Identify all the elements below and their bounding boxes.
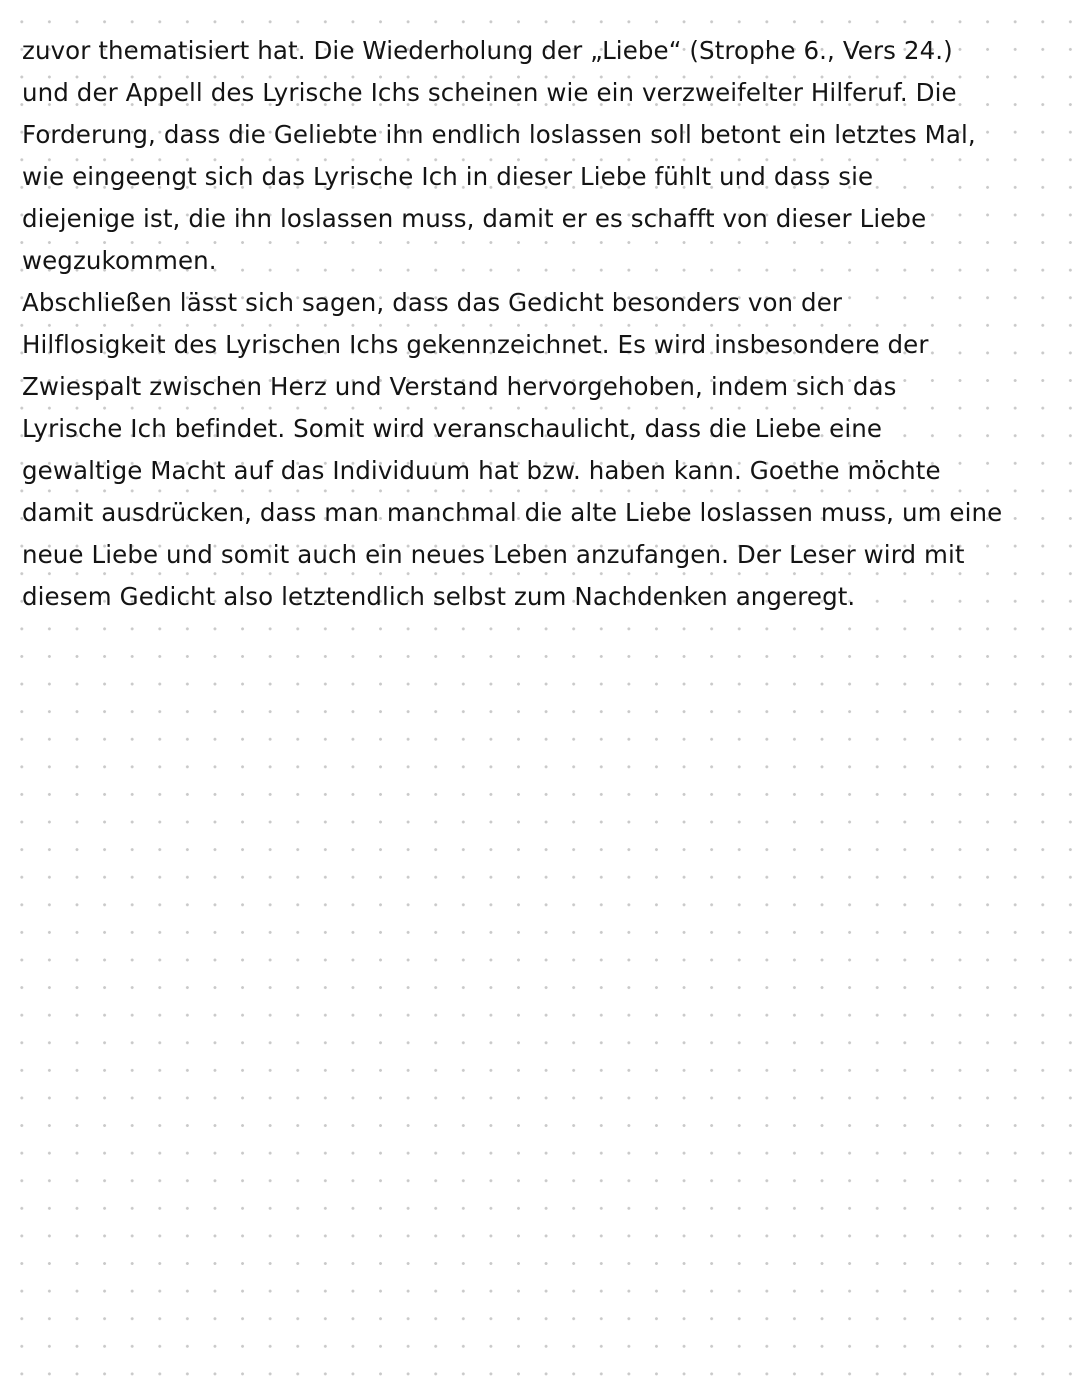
text-line: Zwiespalt zwischen Herz und Verstand hervorgehoben, indem sich das — [22, 372, 897, 401]
handwritten-text — [22, 30, 1067, 618]
text-line: Hilflosigkeit des Lyrischen Ichs gekennzeichnet. Es wird insbesondere der — [22, 330, 929, 359]
text-line: damit ausdrücken, dass man manchmal die alte Liebe loslassen muss, um eine — [22, 498, 1003, 527]
text-line: diejenige ist, die ihn loslassen muss, damit er es schafft von dieser Liebe — [22, 204, 927, 233]
text-line: neue Liebe und somit auch ein neues Leben anzufangen. Der Leser wird mit — [22, 540, 965, 569]
paragraph-1 — [22, 30, 1067, 282]
text-line: und der Appell des Lyrische Ichs scheinen wie ein verzweifelter Hilferuf. Die — [22, 78, 957, 107]
text-line: Lyrische Ich befindet. Somit wird veranschaulicht, dass die Liebe eine — [22, 414, 883, 443]
text-line: Forderung, dass die Geliebte ihn endlich loslassen soll betont ein letztes Mal, — [22, 120, 976, 149]
text-line: diesem Gedicht also letztendlich selbst zum Nachdenken angeregt. — [22, 582, 856, 611]
text-line: wegzukommen. — [22, 246, 217, 275]
text-line: Abschließen lässt sich sagen, dass das Gedicht besonders von der — [22, 288, 843, 317]
text-line: gewaltige Macht auf das Individuum hat bzw. haben kann. Goethe möchte — [22, 456, 941, 485]
text-line: wie eingeengt sich das Lyrische Ich in dieser Liebe fühlt und dass sie — [22, 162, 874, 191]
paragraph-2 — [22, 282, 1067, 618]
text-line: zuvor thematisiert hat. Die Wiederholung der „Liebe“ (Strophe 6., Vers 24.) — [22, 36, 953, 65]
